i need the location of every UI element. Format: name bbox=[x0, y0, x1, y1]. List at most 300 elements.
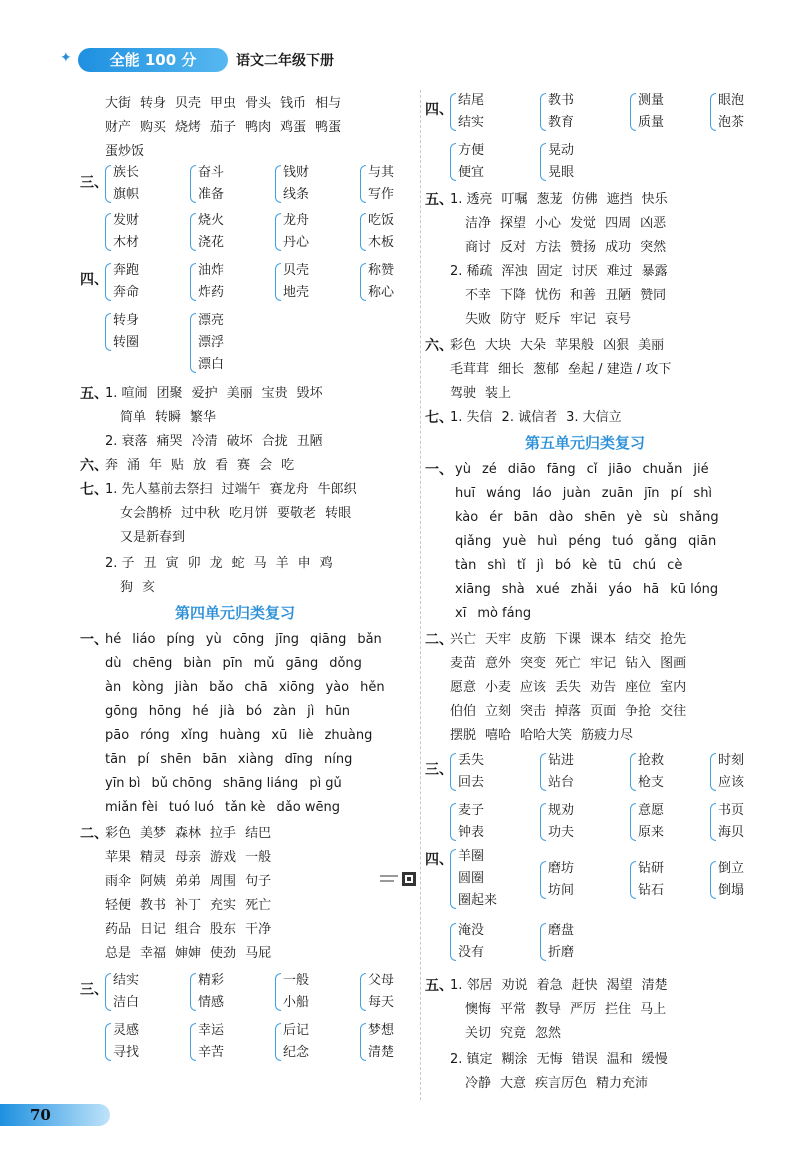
word: 申 bbox=[297, 556, 311, 571]
group-word: 奔跑 bbox=[113, 263, 140, 278]
word: 龙 bbox=[209, 556, 223, 571]
word: 贝壳 bbox=[175, 96, 202, 111]
word: 购买 bbox=[140, 120, 167, 135]
group-word: 意愿 bbox=[638, 803, 665, 818]
word: xué bbox=[535, 582, 560, 597]
group-word: 结实 bbox=[113, 973, 140, 988]
group-word: 钻石 bbox=[638, 883, 665, 898]
word: 钻入 bbox=[625, 656, 652, 671]
word: 室内 bbox=[660, 680, 687, 695]
words-line bbox=[120, 504, 360, 524]
word: 马上 bbox=[640, 1002, 667, 1017]
word: 忽然 bbox=[535, 1026, 562, 1041]
group-word: 转圈 bbox=[113, 335, 140, 350]
words-line bbox=[105, 142, 153, 162]
word: bó bbox=[554, 558, 572, 573]
word-group bbox=[450, 846, 497, 912]
word: 又是新春到 bbox=[120, 530, 186, 545]
word: 繁华 bbox=[190, 410, 217, 425]
group-word: 便宜 bbox=[458, 165, 485, 180]
word-group bbox=[190, 210, 224, 254]
group-word: 羊圈 bbox=[458, 849, 485, 864]
word: diāo bbox=[507, 462, 536, 477]
word-group bbox=[630, 858, 664, 902]
words-line bbox=[450, 1050, 677, 1070]
word: 马 bbox=[253, 556, 267, 571]
word: yào bbox=[325, 680, 350, 695]
group-word: 钻进 bbox=[548, 753, 575, 768]
word: 骨头 bbox=[245, 96, 272, 111]
word: 突然 bbox=[640, 240, 667, 255]
word: 宝贵 bbox=[261, 386, 288, 401]
group-word: 书页 bbox=[718, 803, 745, 818]
word: 羊 bbox=[275, 556, 289, 571]
word: jì bbox=[307, 704, 315, 719]
group-word: 称赞 bbox=[368, 263, 395, 278]
word-group bbox=[190, 1020, 224, 1064]
words-line bbox=[120, 578, 164, 598]
word-group bbox=[630, 750, 664, 794]
group-word: 磨坊 bbox=[548, 861, 575, 876]
group-word: 发财 bbox=[113, 213, 140, 228]
group-word: 洁白 bbox=[113, 995, 140, 1010]
word: shēn bbox=[160, 752, 192, 767]
words-line bbox=[465, 1074, 657, 1094]
group-word: 结实 bbox=[458, 115, 485, 130]
word: 凶恶 bbox=[640, 216, 667, 231]
group-word: 漂白 bbox=[198, 357, 225, 372]
group-word: 写作 bbox=[368, 187, 395, 202]
word: 2. 衰落 bbox=[105, 434, 148, 449]
word: 叮嘱 bbox=[501, 192, 528, 207]
group-word: 晃眼 bbox=[548, 165, 575, 180]
word: 1. 透亮 bbox=[450, 192, 493, 207]
word: 严厉 bbox=[570, 1002, 597, 1017]
word: 1. 喧闹 bbox=[105, 386, 148, 401]
word: 遮挡 bbox=[606, 192, 633, 207]
group-word: 坊间 bbox=[548, 883, 575, 898]
word-group bbox=[190, 970, 224, 1014]
pinyin-line bbox=[455, 604, 542, 624]
word: bó bbox=[245, 704, 263, 719]
word: jì bbox=[536, 558, 544, 573]
word: 2. 镇定 bbox=[450, 1052, 493, 1067]
word-group bbox=[105, 162, 139, 206]
word: tǎn kè bbox=[225, 800, 266, 815]
group-word: 钟表 bbox=[458, 825, 485, 840]
word: 下降 bbox=[500, 288, 527, 303]
word: xiāng bbox=[455, 582, 491, 597]
word: 大意 bbox=[500, 1076, 527, 1091]
pinyin-line bbox=[455, 580, 729, 600]
pinyin-line bbox=[105, 774, 353, 794]
section-label: 一、 bbox=[80, 632, 108, 648]
group-word: 准备 bbox=[198, 187, 225, 202]
group-word: 漂亮 bbox=[198, 313, 225, 328]
word: láo bbox=[532, 486, 552, 501]
group-word: 父母 bbox=[368, 973, 395, 988]
word: 精力充沛 bbox=[596, 1076, 649, 1091]
word: 放 bbox=[193, 458, 207, 473]
word: mǔ bbox=[253, 656, 275, 671]
word: pīn bbox=[222, 656, 243, 671]
words-line bbox=[450, 702, 695, 722]
group-word: 质量 bbox=[638, 115, 665, 130]
word: 探望 bbox=[500, 216, 527, 231]
words-line bbox=[105, 848, 280, 868]
word: yù bbox=[205, 632, 222, 647]
word: kòng bbox=[132, 680, 164, 695]
word-group bbox=[710, 858, 744, 902]
word: 垒起 / 建造 / 攻下 bbox=[568, 362, 672, 377]
pinyin-line bbox=[105, 678, 396, 698]
group-word: 站台 bbox=[548, 775, 575, 790]
word: 精灵 bbox=[140, 850, 167, 865]
word: 究竟 bbox=[500, 1026, 527, 1041]
word: 死亡 bbox=[555, 656, 582, 671]
word: xū bbox=[271, 728, 288, 743]
word: 皮筋 bbox=[520, 632, 547, 647]
word: xiàng bbox=[237, 752, 274, 767]
word: shǎng bbox=[679, 510, 719, 525]
group-word: 泡茶 bbox=[718, 115, 745, 130]
word: zhǎi bbox=[570, 582, 598, 597]
word: yuè bbox=[502, 534, 527, 549]
word: 母亲 bbox=[175, 850, 202, 865]
words-line bbox=[450, 336, 673, 356]
word: 寅 bbox=[165, 556, 179, 571]
word: 鸭肉 bbox=[245, 120, 272, 135]
word-group bbox=[360, 970, 394, 1014]
word: sù bbox=[653, 510, 669, 525]
word: 嘻哈 bbox=[485, 728, 512, 743]
word-group bbox=[450, 90, 484, 134]
word: 补丁 bbox=[175, 898, 202, 913]
word: 哈哈大笑 bbox=[520, 728, 573, 743]
word: bǎo bbox=[209, 680, 234, 695]
word: 蛋炒饭 bbox=[105, 144, 145, 159]
words-line bbox=[450, 262, 677, 282]
group-word: 奋斗 bbox=[198, 165, 225, 180]
word: 游戏 bbox=[210, 850, 237, 865]
group-word: 每天 bbox=[368, 995, 395, 1010]
word: huàng bbox=[219, 728, 261, 743]
subject-title: 语文二年级下册 bbox=[236, 53, 334, 69]
word: 苹果 bbox=[105, 850, 132, 865]
word: 甲虫 bbox=[210, 96, 237, 111]
section-label: 四、 bbox=[80, 272, 108, 288]
word: hěn bbox=[360, 680, 385, 695]
word: 不幸 bbox=[465, 288, 492, 303]
word: pí bbox=[137, 752, 150, 767]
word: 凶狠 bbox=[603, 338, 630, 353]
word: 1. 失信 bbox=[450, 410, 493, 425]
word: 下课 bbox=[555, 632, 582, 647]
word-group bbox=[360, 260, 394, 304]
word-group bbox=[450, 920, 484, 964]
word: 毛茸茸 bbox=[450, 362, 490, 377]
word-group bbox=[105, 1020, 139, 1064]
words-line bbox=[465, 1000, 675, 1020]
word: 鸡 bbox=[319, 556, 333, 571]
word: yīn bì bbox=[105, 776, 141, 791]
word: 愿意 bbox=[450, 680, 477, 695]
words-line bbox=[450, 678, 695, 698]
word: bǎn bbox=[357, 632, 382, 647]
word-group bbox=[540, 800, 574, 844]
word: 年 bbox=[149, 458, 163, 473]
word: 1. 先人墓前去祭扫 bbox=[105, 482, 213, 497]
group-word: 清楚 bbox=[368, 1045, 395, 1060]
word-group bbox=[450, 750, 484, 794]
word-group bbox=[105, 310, 139, 354]
word-group bbox=[275, 970, 309, 1014]
word: shì bbox=[487, 558, 506, 573]
word: xī bbox=[455, 606, 467, 621]
words-line bbox=[105, 872, 280, 892]
word: 葱郁 bbox=[533, 362, 560, 377]
words-line bbox=[450, 408, 631, 428]
group-word: 钻研 bbox=[638, 861, 665, 876]
word: miǎn fèi bbox=[105, 800, 158, 815]
word-group bbox=[275, 260, 309, 304]
word: 干净 bbox=[245, 922, 272, 937]
word: pì gǔ bbox=[309, 776, 342, 791]
words-line bbox=[450, 976, 677, 996]
group-word: 倒立 bbox=[718, 861, 745, 876]
word: 兴亡 bbox=[450, 632, 477, 647]
word: tuó bbox=[612, 534, 634, 549]
word: 教导 bbox=[535, 1002, 562, 1017]
word: bān bbox=[513, 510, 539, 525]
word: cè bbox=[667, 558, 683, 573]
word: 吃月饼 bbox=[229, 506, 269, 521]
word: 着急 bbox=[536, 978, 563, 993]
group-word: 纪念 bbox=[283, 1045, 310, 1060]
word: 无悔 bbox=[536, 1052, 563, 1067]
group-word: 灵感 bbox=[113, 1023, 140, 1038]
word-group bbox=[105, 210, 139, 254]
group-word: 钱财 bbox=[283, 165, 310, 180]
group-word: 麦子 bbox=[458, 803, 485, 818]
word-group bbox=[275, 162, 309, 206]
group-word: 地壳 bbox=[283, 285, 310, 300]
word: 成功 bbox=[605, 240, 632, 255]
word: 日记 bbox=[140, 922, 167, 937]
word: 马屁 bbox=[245, 946, 272, 961]
word: 冷静 bbox=[465, 1076, 492, 1091]
word: 一般 bbox=[245, 850, 272, 865]
word: 温和 bbox=[606, 1052, 633, 1067]
word: 涌 bbox=[127, 458, 141, 473]
page-number: 70 bbox=[30, 1106, 51, 1124]
words-line bbox=[450, 654, 695, 674]
word-group bbox=[450, 140, 484, 184]
group-word: 折磨 bbox=[548, 945, 575, 960]
word: 意外 bbox=[485, 656, 512, 671]
word: 美丽 bbox=[226, 386, 253, 401]
word: 轻便 bbox=[105, 898, 132, 913]
group-word: 抢救 bbox=[638, 753, 665, 768]
word: 弟弟 bbox=[175, 874, 202, 889]
group-word: 圆圈 bbox=[458, 871, 485, 886]
group-word: 幸运 bbox=[198, 1023, 225, 1038]
group-word: 测量 bbox=[638, 93, 665, 108]
word: huī bbox=[455, 486, 476, 501]
group-word: 方便 bbox=[458, 143, 485, 158]
words-line bbox=[465, 214, 675, 234]
word: 发觉 bbox=[570, 216, 597, 231]
group-word: 倒塌 bbox=[718, 883, 745, 898]
group-word: 炸药 bbox=[198, 285, 225, 300]
word: 赛 bbox=[237, 458, 251, 473]
word: 疾言厉色 bbox=[535, 1076, 588, 1091]
word: hé bbox=[105, 632, 122, 647]
words-line bbox=[465, 238, 675, 258]
section-label: 三、 bbox=[80, 982, 108, 998]
word: 渴望 bbox=[606, 978, 633, 993]
word-group bbox=[360, 210, 394, 254]
word: 图画 bbox=[660, 656, 687, 671]
word: 糊涂 bbox=[501, 1052, 528, 1067]
word: 细长 bbox=[498, 362, 525, 377]
word: 钱币 bbox=[280, 96, 307, 111]
word: pí bbox=[670, 486, 683, 501]
pinyin-line bbox=[455, 508, 730, 528]
group-word: 一般 bbox=[283, 973, 310, 988]
word: gōng bbox=[105, 704, 138, 719]
word: gāng bbox=[285, 656, 319, 671]
words-line bbox=[465, 310, 640, 330]
section-label: 三、 bbox=[425, 762, 453, 778]
word-group bbox=[540, 858, 574, 902]
word: dǎo wēng bbox=[276, 800, 340, 815]
word: jiàn bbox=[174, 680, 199, 695]
word: tān bbox=[105, 752, 127, 767]
word: bǔ chōng bbox=[151, 776, 213, 791]
word: xǐng bbox=[180, 728, 209, 743]
words-line bbox=[105, 94, 350, 114]
word: 丑陋 bbox=[605, 288, 632, 303]
words-line bbox=[465, 286, 675, 306]
word: 看 bbox=[215, 458, 229, 473]
word: kè bbox=[582, 558, 598, 573]
word: qiǎng bbox=[455, 534, 492, 549]
word: 装上 bbox=[485, 386, 512, 401]
word: dào bbox=[549, 510, 574, 525]
group-word: 奔命 bbox=[113, 285, 140, 300]
words-line bbox=[120, 408, 225, 428]
word: 立刻 bbox=[485, 704, 512, 719]
word: wáng bbox=[486, 486, 522, 501]
word: 要敬老 bbox=[277, 506, 317, 521]
pinyin-line bbox=[455, 484, 723, 504]
group-word: 磨盘 bbox=[548, 923, 575, 938]
pinyin-line bbox=[455, 460, 720, 480]
group-word: 结尾 bbox=[458, 93, 485, 108]
word: 破坏 bbox=[226, 434, 253, 449]
word: 失败 bbox=[465, 312, 492, 327]
word: 商讨 bbox=[465, 240, 492, 255]
word: 合拢 bbox=[261, 434, 288, 449]
words-line bbox=[450, 630, 695, 650]
word: 和善 bbox=[570, 288, 597, 303]
word: tū bbox=[608, 558, 622, 573]
word: 茄子 bbox=[210, 120, 237, 135]
section-label: 七、 bbox=[425, 410, 453, 426]
word: cǐ bbox=[586, 462, 598, 477]
word-group bbox=[540, 90, 574, 134]
word: jīn bbox=[644, 486, 660, 501]
word: 筋疲力尽 bbox=[581, 728, 634, 743]
word: 卯 bbox=[187, 556, 201, 571]
group-word: 教育 bbox=[548, 115, 575, 130]
group-word: 眼泡 bbox=[718, 93, 745, 108]
word: 难过 bbox=[606, 264, 633, 279]
group-word: 功夫 bbox=[548, 825, 575, 840]
word: 摆脱 bbox=[450, 728, 477, 743]
word: 美丽 bbox=[638, 338, 665, 353]
page-number-bar bbox=[0, 1104, 110, 1126]
words-line bbox=[105, 432, 332, 452]
group-word: 规劝 bbox=[548, 803, 575, 818]
word: 暴露 bbox=[641, 264, 668, 279]
words-line bbox=[450, 384, 520, 404]
pinyin-line bbox=[455, 556, 693, 576]
word: 女会鹊桥 bbox=[120, 506, 173, 521]
word: 死亡 bbox=[245, 898, 272, 913]
word: 抢先 bbox=[660, 632, 687, 647]
word: chēng bbox=[132, 656, 173, 671]
word-group bbox=[190, 310, 224, 376]
words-line bbox=[105, 944, 280, 964]
word: 鸡蛋 bbox=[280, 120, 307, 135]
word: 平常 bbox=[500, 1002, 527, 1017]
pinyin-line bbox=[105, 702, 361, 722]
book-badge: 全能 100 分 bbox=[78, 48, 228, 72]
words-line bbox=[105, 920, 280, 940]
word: 牢记 bbox=[590, 656, 617, 671]
word: hūn bbox=[325, 704, 351, 719]
word: qiāng bbox=[310, 632, 347, 647]
word: shēn bbox=[584, 510, 616, 525]
section-label: 七、 bbox=[80, 482, 108, 498]
word: 小心 bbox=[535, 216, 562, 231]
word: 突击 bbox=[520, 704, 547, 719]
word: fāng bbox=[546, 462, 576, 477]
section-label: 五、 bbox=[425, 192, 453, 208]
star-icon: ✦ bbox=[60, 50, 72, 66]
word: kào bbox=[455, 510, 479, 525]
group-word: 称心 bbox=[368, 285, 395, 300]
word: xiōng bbox=[278, 680, 315, 695]
words-line bbox=[105, 384, 332, 404]
word: 冷清 bbox=[191, 434, 218, 449]
word: 教书 bbox=[140, 898, 167, 913]
word: 充实 bbox=[210, 898, 237, 913]
word: 2. 稀疏 bbox=[450, 264, 493, 279]
group-word: 烧火 bbox=[198, 213, 225, 228]
word: 牛郎织 bbox=[317, 482, 357, 497]
section-label: 二、 bbox=[425, 632, 453, 648]
word: 苹果般 bbox=[555, 338, 595, 353]
word: zé bbox=[481, 462, 497, 477]
pinyin-line bbox=[105, 798, 351, 818]
group-word: 丹心 bbox=[283, 235, 310, 250]
words-line bbox=[120, 528, 194, 548]
word: àn bbox=[105, 680, 122, 695]
group-word: 圈起来 bbox=[458, 893, 498, 908]
